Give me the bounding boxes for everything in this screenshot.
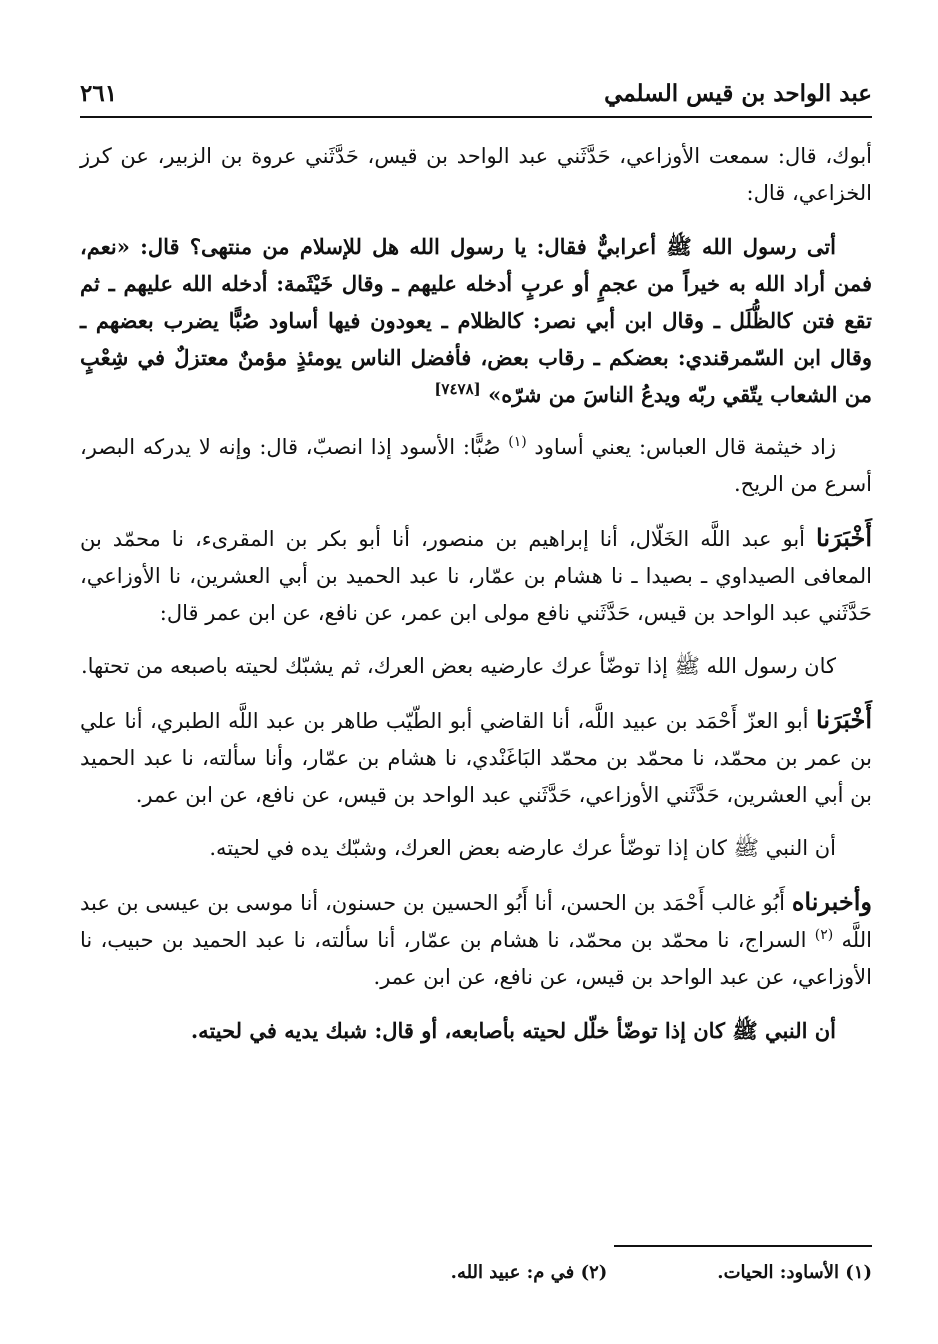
hadith-text: أن النبي ﷺ كان إذا توضّأ عرك عارضه بعض العرك، وشبّك يده في لحيته. (209, 836, 836, 860)
isnad-lead-word: أَخْبَرَنا (816, 523, 872, 552)
page-header (80, 76, 872, 110)
paragraph-text: أبو العزّ أَحْمَد بن عبيد اللَّه، أنا القاضي أبو الطّيّب طاهر بن عبد اللَّه الطبري، أنا علي بن عمر بن محمّد، نا محمّد بن محمّد البَاغَنْدي، نا هشام بن عمّار، وأنا سألته، نا عبد الحميد بن أبي العشرين، حَدَّثَني الأوزاعي، حَدَّثَني عبد الواحد بن قيس، عن نافع، عن ابن عمر. (80, 709, 872, 807)
paragraph-hadith-1 (80, 228, 872, 413)
paragraph-comment (80, 429, 872, 503)
hadith-text: كان رسول الله ﷺ إذا توضّأ عرك عارضيه بعض العرك، ثم يشبّك لحيته باصبعه من تحتها. (80, 654, 836, 678)
isnad-lead-word: أَخْبَرَنا (816, 705, 872, 734)
paragraph-isnad-4 (80, 883, 872, 996)
hadith-text: أتى رسول الله ﷺ أعرابيٌّ فقال: يا رسول الله هل للإسلام من منتهى؟ قال: «نعم، فمن أراد الله به خيراً من عجمٍ أو عربٍ أدخله عليهم ـ وقال خَيْثَمة: أدخله الله عليهم ـ ثم تقع فتن كالظُّلَل ـ وقال ابن أبي نصر: كالظلام ـ يعودون فيها أساود صُبًّا يضرب بعضهم ـ وقال ابن السّمرقندي: بعضكم ـ رقاب بعض، فأفضل الناس يومئذٍ مؤمنٌ معتزلٌ في شِعْبٍ من الشعاب يتّقي ربّه ويدعُ الناسَ من شرّه» (80, 234, 872, 407)
hadith-text: أن النبي ﷺ كان إذا توضّأ خلّل لحيته بأصابعه، أو قال: شبك يديه في لحيته. (190, 1018, 836, 1043)
isnad-lead-word: وأخبرناه (791, 887, 872, 916)
hadith-reference-number: [٧٤٧٨] (434, 380, 481, 398)
footnote-mark: (٢) (580, 1262, 608, 1283)
header-rule (80, 116, 872, 118)
paragraph-isnad-3 (80, 701, 872, 814)
paragraph-hadith-2 (80, 648, 872, 685)
footnote-mark-2: (٢) (814, 927, 834, 943)
footnote-text: الأساود: الحيات. (717, 1262, 839, 1283)
paragraph-hadith-4 (80, 1012, 872, 1049)
footnote-text: في م: عبيد الله. (450, 1262, 575, 1283)
paragraph-text-start: أَبُو غالب أَحْمَد بن الحسن، أنا أَبُو الحسين بن حسنون، أنا موسى بن عيسى بن عبد اللَّه (80, 891, 872, 952)
footnote-1 (717, 1262, 872, 1283)
footnote-mark: (١) (845, 1262, 872, 1283)
paragraph-text: أبو عبد اللَّه الخَلّال، أنا إبراهيم بن منصور، أنا أبو بكر بن المقرىء، نا محمّد بن المعافى الصيداوي ـ بصيدا ـ نا هشام بن عمّار، نا عبد الحميد بن أبي العشرين، نا الأوزاعي، حَدَّثَني عبد الواحد بن قيس، حَدَّثَني نافع مولى ابن عمر، عن نافع، عن ابن عمر قال: (80, 527, 872, 625)
footnote-2 (451, 1262, 608, 1283)
paragraph-text: أبوك، قال: سمعت الأوزاعي، حَدَّثَني عبد الواحد بن قيس، حَدَّثَني عروة بن الزبير، عن كرز الخزاعي، قال: (80, 144, 872, 205)
footnote-mark-1: (١) (508, 434, 527, 450)
paragraph-isnad-1 (80, 138, 872, 212)
page-number: ٢٦١ (80, 79, 118, 107)
paragraph-hadith-3 (80, 830, 872, 867)
paragraph-isnad-2 (80, 519, 872, 632)
comment-text-start: زاد خيثمة قال العباس: يعني أساود (534, 435, 836, 459)
comment-text-end: صُبًّا: الأسود إذا انصبّ، قال: وإنه لا يدركه البصر، أسرع من الريح. (80, 435, 872, 496)
paragraph-text-end: السراج، نا محمّد بن محمّد، نا هشام بن عمّار، أنا سألته، نا عبد الحميد بن حبيب، نا الأوزاعي، عن عبد الواحد بن قيس، عن نافع، عن ابن عمر. (80, 928, 872, 989)
main-text (80, 138, 872, 1065)
footnotes (80, 1262, 872, 1283)
footnote-rule (614, 1245, 872, 1247)
running-title: عبد الواحد بن قيس السلمي (604, 79, 872, 107)
